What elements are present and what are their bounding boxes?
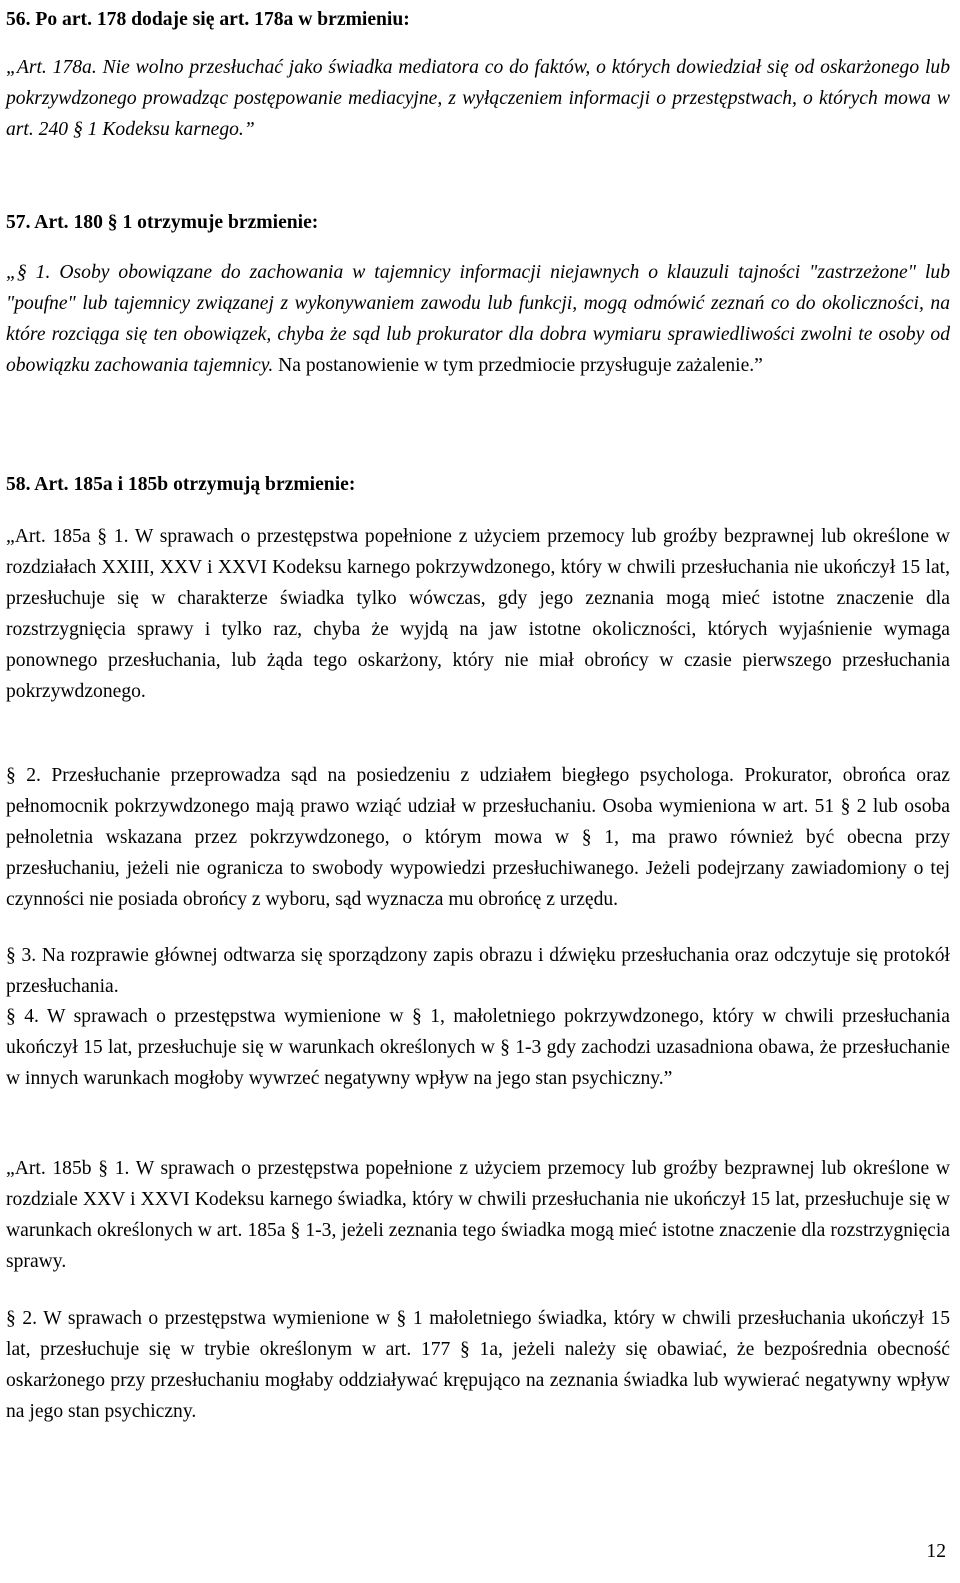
art-180-par-1-italic: „§ 1. Osoby obowiązane do zachowania w tajemnicy informacji niejawnych o klauzuli tajności "zastrzeżone" lub "poufne" lub tajemnicy związanej z wykonywaniem zawodu lub funkcji, mogą odmówić zeznań co do okoliczności, na które rozciąga się ten obowiązek, chyba że sąd lub prokurator dla dobra wymiaru sprawiedliwości zwolni te osoby od obowiązku zachowania tajemnicy. — [6, 262, 950, 376]
art-185a-par-2: § 2. Przesłuchanie przeprowadza sąd na posiedzeniu z udziałem biegłego psychologa. Prokurator, obrońca oraz pełnomocnik pokrzywdzonego mają prawo wziąć udział w przesłuchaniu. Osoba wymieniona w art. 51 § 2 lub osoba pełnoletnia wskazana przez pokrzywdzonego, o którym mowa w § 1, ma prawo również być obecna przy przesłuchaniu, jeżeli nie ogranicza to swobody wypowiedzi przesłuchiwanego. Jeżeli podejrzany zawiadomiony o tej czynności nie posiada obrońcy z wyboru, sąd wyznacza mu obrońcę z urzędu. — [6, 765, 950, 910]
art-185a-par-1: „Art. 185a § 1. W sprawach o przestępstwa popełnione z użyciem przemocy lub groźby bezprawnej lub określone w rozdziałach XXIII, XXV i XXVI Kodeksu karnego pokrzywdzonego, który w chwili przesłuchania nie ukończył 15 lat, przesłuchuje się w charakterze świadka tylko wówczas, gdy jego zeznania mogą mieć istotne znaczenie dla rozstrzygnięcia sprawy i tylko raz, chyba że wyjdą na jaw istotne okoliczności, których wyjaśnienie wymaga ponownego przesłuchania, lub żąda tego oskarżony, który nie miał obrońcy w czasie pierwszego przesłuchania pokrzywdzonego. — [6, 526, 950, 702]
item-56-heading: 56. Po art. 178 dodaje się art. 178a w brzmieniu: — [6, 9, 410, 30]
art-178a-text: „Art. 178a. Nie wolno przesłuchać jako świadka mediatora co do faktów, o których dowiedział się od oskarżonego lub pokrzywdzonego prowadząc postępowanie mediacyjne, z wyłączeniem informacji o przestępstwach, o których mowa w art. 240 § 1 Kodeksu karnego.” — [6, 57, 950, 140]
art-185a-par-3: § 3. Na rozprawie głównej odtwarza się sporządzony zapis obrazu i dźwięku przesłuchania oraz odczytuje się protokół przesłuchania. — [6, 945, 950, 997]
art-185b-par-1: „Art. 185b § 1. W sprawach o przestępstwa popełnione z użyciem przemocy lub groźby bezprawnej lub określone w rozdziale XXV i XXVI Kodeksu karnego świadka, który w chwili przesłuchania nie ukończył 15 lat, przesłuchuje się w warunkach określonych w art. 185a § 1-3, jeżeli zeznania tego świadka mogą mieć istotne znaczenie dla rozstrzygnięcia sprawy. — [6, 1158, 950, 1272]
art-185b-par-2: § 2. W sprawach o przestępstwa wymienione w § 1 małoletniego świadka, który w chwili przesłuchania ukończył 15 lat, przesłuchuje się w trybie określonym w art. 177 § 1a, jeżeli należy się obawiać, że bezpośrednia obecność oskarżonego przy przesłuchaniu mogłaby oddziaływać krępująco na zeznania świadka lub wywierać negatywny wpływ na jego stan psychiczny. — [6, 1308, 950, 1422]
art-180-par-1 — [6, 257, 950, 381]
item-58-heading: 58. Art. 185a i 185b otrzymują brzmienie: — [6, 474, 356, 495]
page-number: 12 — [926, 1541, 946, 1562]
art-185a-par-4: § 4. W sprawach o przestępstwa wymienione w § 1, małoletniego pokrzywdzonego, który w chwili przesłuchania ukończył 15 lat, przesłuchuje się w warunkach określonych w § 1-3 gdy zachodzi uzasadniona obawa, że przesłuchanie w innych warunkach mogłoby wywrzeć negatywny wpływ na jego stan psychiczny.” — [6, 1006, 950, 1089]
art-180-par-1-plain: Na postanowienie w tym przedmiocie przysługuje zażalenie.” — [273, 355, 763, 376]
item-57-heading: 57. Art. 180 § 1 otrzymuje brzmienie: — [6, 212, 319, 233]
